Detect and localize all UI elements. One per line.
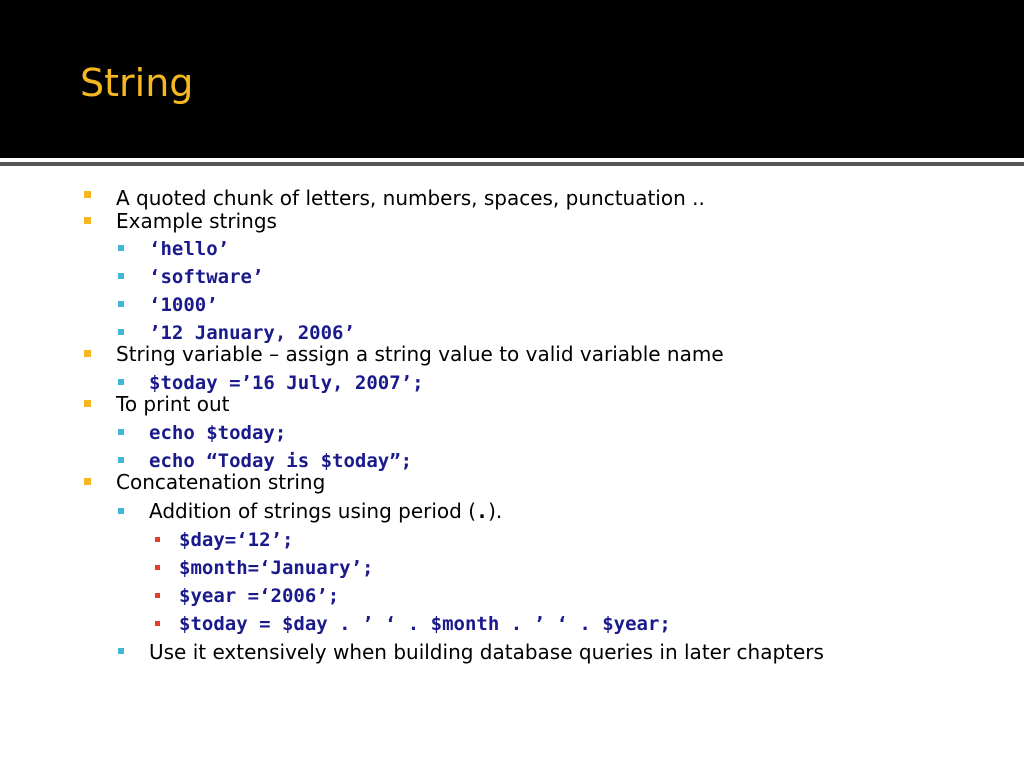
bullet-square-icon [155,593,160,598]
code-example: ’12 January, 2006’ [149,322,355,344]
code-example: ‘software’ [149,266,264,288]
bullet-text: String variable – assign a string value to valid variable name [116,342,724,366]
bullet-text [149,499,502,523]
bullet-square-icon [84,217,91,224]
bullet-text: Example strings [116,209,277,233]
concat-suffix: ). [488,499,503,523]
bullet-text: Use it extensively when building database queries in later chapters [149,640,824,664]
bullet-square-icon [155,621,160,626]
bullet-square-icon [118,379,124,385]
code-example: $today =’16 July, 2007’; [149,372,424,394]
bullet-square-icon [118,273,124,279]
concat-prefix: Addition of strings using period ( [149,499,477,523]
bullet-square-icon [155,565,160,570]
code-example: $month=‘January’; [179,557,374,579]
bullet-square-icon [118,245,124,251]
bullet-square-icon [84,191,91,198]
bullet-text: A quoted chunk of letters, numbers, spaces, punctuation .. [116,186,705,210]
bullet-square-icon [155,537,160,542]
bullet-text: Concatenation string [116,470,326,494]
bullet-square-icon [118,429,124,435]
bullet-square-icon [84,478,91,485]
bullet-square-icon [118,301,124,307]
bullet-square-icon [84,350,91,357]
code-example: ‘1000’ [149,294,218,316]
bullet-square-icon [118,508,124,514]
bullet-square-icon [118,329,124,335]
bullet-square-icon [118,457,124,463]
period-operator: . [476,499,489,523]
slide-title: String [80,61,194,105]
code-example: echo “Today is $today”; [149,450,413,472]
code-example: ‘hello’ [149,238,230,260]
code-example: $year =‘2006’; [179,585,340,607]
bullet-square-icon [84,400,91,407]
code-example: $day=‘12’; [179,529,294,551]
code-example: echo $today; [149,422,287,444]
code-example: $today = $day . ’ ‘ . $month . ’ ‘ . $year; [179,613,671,635]
bullet-square-icon [118,648,124,654]
bullet-text: To print out [116,392,230,416]
